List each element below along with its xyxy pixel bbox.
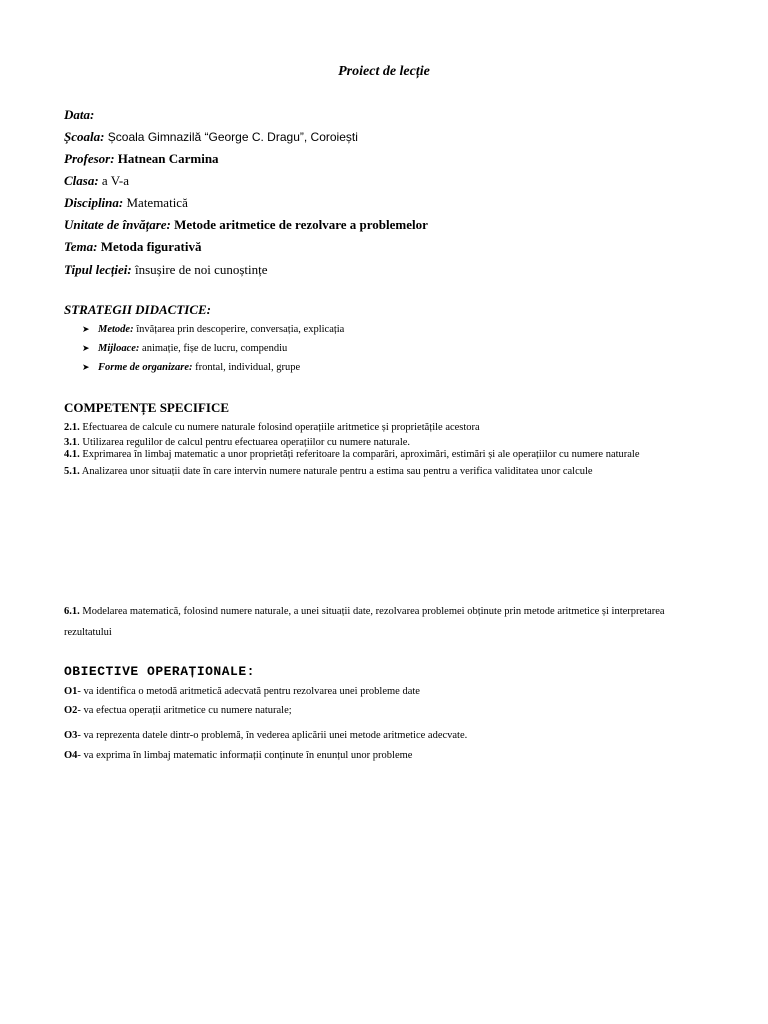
- arrow-bullet-icon: ➤: [82, 343, 90, 353]
- arrow-bullet-icon: ➤: [82, 362, 90, 372]
- strategii-heading: STRATEGII DIDACTICE:: [64, 302, 212, 317]
- competente-heading: COMPETENȚE SPECIFICE: [64, 400, 230, 415]
- strategii-item: [82, 362, 300, 373]
- strategii-item: [82, 343, 287, 354]
- info-label: Profesor:: [64, 151, 115, 166]
- competenta-text: Exprimarea în limbaj matematic a unor proprietăți referitoare la comparări, aproximări, estimări și ale operațiilor cu numere naturale: [79, 449, 640, 460]
- info-tipul: [64, 262, 268, 278]
- info-value: Hatnean Carmina: [114, 151, 219, 166]
- obiectiv-code: O1: [64, 686, 78, 697]
- competenta-number: 6.1.: [64, 606, 80, 617]
- obiectiv-code: O2: [64, 705, 78, 716]
- page-title: Proiect de lecție: [338, 64, 430, 79]
- competenta-text: Efectuarea de calcule cu numere naturale folosind operațiile aritmetice și proprietățile acestora: [79, 422, 480, 433]
- info-tema: [64, 239, 201, 255]
- info-label: Data:: [64, 107, 95, 122]
- competenta-item: [64, 466, 593, 477]
- obiectiv-text: - va identifica o metodă aritmetică adecvată pentru rezolvarea unei probleme date: [77, 686, 420, 697]
- obiectiv-item: [64, 705, 292, 716]
- info-label: Disciplina:: [64, 195, 124, 210]
- competenta-number: 3.1: [64, 437, 78, 448]
- info-label: Clasa:: [64, 173, 99, 188]
- competenta-item: [64, 437, 410, 448]
- competenta-text: Modelarea matematică, folosind numere naturale, a unei situații date, rezolvarea problemei obținute prin metode aritmetice și interpretarea: [79, 606, 665, 617]
- info-clasa: [64, 173, 129, 189]
- strategii-value: învățarea prin descoperire, conversația, explicația: [133, 324, 345, 335]
- info-label: Tema:: [64, 239, 98, 254]
- info-value: a V-a: [98, 173, 130, 188]
- competenta-number: 2.1.: [64, 422, 80, 433]
- competenta-item: [64, 422, 480, 433]
- strategii-label: Forme de organizare:: [98, 362, 193, 373]
- info-profesor: [64, 151, 219, 167]
- info-value: Metode aritmetice de rezolvare a problemelor: [170, 217, 428, 232]
- obiectiv-text: - va exprima în limbaj matematic informații conținute în enunțul unor probleme: [77, 750, 413, 761]
- obiectiv-item: [64, 750, 412, 761]
- strategii-label: Mijloace:: [98, 343, 140, 354]
- info-label: Unitate de învățare:: [64, 217, 171, 232]
- info-value: Metoda figurativă: [97, 239, 202, 254]
- info-value: Matematică: [123, 195, 188, 210]
- info-value: însușire de noi cunoștințe: [131, 262, 268, 277]
- competenta-text: . Utilizarea regulilor de calcul pentru efectuarea operațiilor cu numere naturale.: [77, 437, 411, 448]
- strategii-value: animație, fișe de lucru, compendiu: [139, 343, 288, 354]
- strategii-item: [82, 324, 344, 335]
- obiectiv-code: O4: [64, 750, 78, 761]
- competenta-number: 4.1.: [64, 449, 80, 460]
- obiective-heading: OBIECTIVE OPERAȚIONALE:: [64, 664, 255, 679]
- obiectiv-code: O3: [64, 730, 78, 741]
- obiectiv-item: [64, 686, 420, 697]
- info-value: Școala Gimnazilă “George C. Dragu”, Coroiești: [104, 130, 358, 144]
- competenta-number: 5.1.: [64, 466, 80, 477]
- obiectiv-text: - va reprezenta datele dintr-o problemă, în vederea aplicării unei metode aritmetice adecvate.: [77, 730, 468, 741]
- strategii-label: Metode:: [98, 324, 134, 335]
- competenta-text-continued: rezultatului: [64, 627, 112, 638]
- competenta-item: [64, 606, 665, 617]
- info-label: Tipul lecției:: [64, 262, 132, 277]
- obiectiv-text: - va efectua operații aritmetice cu numere naturale;: [77, 705, 292, 716]
- arrow-bullet-icon: ➤: [82, 324, 90, 334]
- strategii-value: frontal, individual, grupe: [192, 362, 301, 373]
- info-scoala: [64, 129, 358, 145]
- info-label: Școala:: [64, 129, 105, 144]
- competenta-text: Analizarea unor situații date în care intervin numere naturale pentru a estima sau pentru a verifica validitatea unor calcule: [79, 466, 593, 477]
- obiectiv-item: [64, 730, 467, 741]
- competenta-item: [64, 449, 640, 460]
- info-data: [64, 107, 94, 123]
- info-disciplina: [64, 195, 188, 211]
- info-unitate: [64, 217, 428, 233]
